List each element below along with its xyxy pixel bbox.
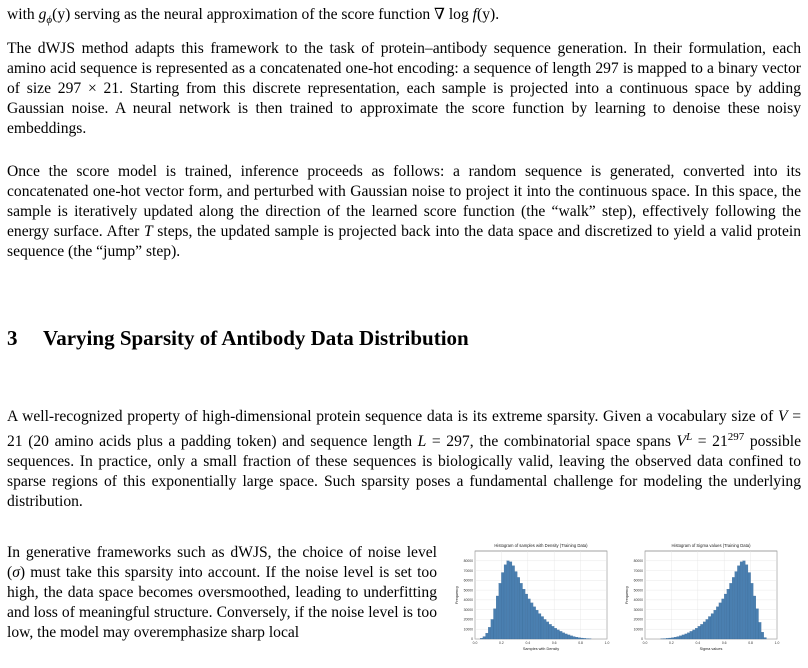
histogram-bar	[677, 637, 680, 639]
histogram-bar	[581, 638, 584, 639]
histogram-bar	[554, 628, 557, 639]
y-axis-label: Frequency	[455, 586, 459, 604]
y-tick-label: 10000	[464, 627, 474, 631]
y-tick-label: 50000	[634, 588, 644, 592]
histogram-bar	[722, 599, 725, 639]
y-tick-label: 60000	[464, 579, 474, 583]
paragraph-dwjs-method: The dWJS method adapts this framework to the task of protein–antibody sequence generation. In their formulation, each amino acid sequence is represented as a concatenated one-hot encoding: a sequence of length 297 is mapped to a binary vector of size 297 × 21. Starting from this discrete representation, each sample is projected into a continuous space by adding Gaussian noise. A neural network is then trained to approximate the score function by learning to denoise these noisy embeddings.	[7, 39, 801, 139]
histogram-bar	[729, 583, 732, 639]
histogram-density-chart	[453, 541, 613, 663]
y-axis-label: Frequency	[625, 586, 629, 604]
paragraph-inference: Once the score model is trained, inference proceeds as follows: a random sequence is generated, converted into its concatenated one-hot vector form, and perturbed with Gaussian noise to project it into the continuous space. In this space, the sample is iteratively updated along the direction of the learned score function (the “walk” step), effectively following the energy surface. After T steps, the updated sample is projected back into the data space and discretized to yield a valid protein sequence (the “jump” step).	[7, 162, 801, 262]
x-tick-label: 0.0	[643, 641, 648, 645]
histogram-bar	[690, 631, 693, 639]
histogram-bar	[751, 583, 754, 639]
histogram-bar	[567, 635, 570, 639]
x-axis-label: Samples with Density	[523, 647, 559, 651]
histogram-bar	[703, 622, 706, 639]
x-tick-label: 0.2	[499, 641, 504, 645]
histogram-bar	[520, 583, 523, 639]
y-tick-label: 40000	[634, 598, 644, 602]
histogram-bar	[562, 633, 565, 639]
paragraph-sparsity: A well-recognized property of high-dimensional protein sequence data is its extreme sparsity. Given a vocabulary size of V = 21 (20 amino acids plus a padding token) and sequence length L = 297, the combinatorial space spans $V^L = 21^{297}$ possible sequences. In practice, only a small fraction of these sequences is biologically valid, leaving the observed data confined to sparse regions of this exponentially large space. Such sparsity poses a fundamental challenge for modeling the underlying distribution.	[7, 407, 801, 512]
histogram-bar	[557, 630, 560, 639]
y-tick-label: 70000	[464, 569, 474, 573]
histogram-bar	[544, 619, 547, 639]
histogram-bar	[732, 577, 735, 639]
histogram-bar	[685, 634, 688, 639]
histogram-bar	[666, 638, 669, 639]
histogram-bar	[743, 561, 746, 639]
histogram-bar	[714, 610, 717, 639]
y-tick-label: 80000	[464, 559, 474, 563]
histogram-bar	[517, 577, 520, 639]
histogram-bar	[716, 607, 719, 639]
histogram-bar	[523, 589, 526, 639]
histogram-bar	[706, 619, 709, 639]
histogram-bar	[724, 594, 727, 639]
histogram-bar	[552, 626, 555, 639]
histogram-bar	[525, 594, 528, 639]
y-tick-label: 30000	[464, 608, 474, 612]
histogram-bar	[501, 573, 504, 639]
histogram-bar	[711, 614, 714, 639]
histogram-bar	[499, 583, 502, 639]
x-tick-label: 0.8	[578, 641, 583, 645]
histogram-bar	[719, 603, 722, 639]
histogram-density-figure	[453, 541, 613, 668]
histogram-bar	[700, 624, 703, 639]
y-tick-label: 40000	[464, 598, 474, 602]
histogram-bar	[509, 562, 512, 639]
y-tick-label: 20000	[634, 618, 644, 622]
y-tick-label: 70000	[634, 569, 644, 573]
histogram-bar	[674, 637, 677, 639]
histogram-bar	[756, 609, 759, 639]
histogram-bar	[708, 617, 711, 639]
histogram-bar	[687, 633, 690, 639]
histogram-bar	[515, 572, 518, 639]
histogram-bar	[541, 617, 544, 639]
histogram-bar	[538, 614, 541, 639]
y-tick-label: 80000	[634, 559, 644, 563]
y-tick-label: 60000	[634, 579, 644, 583]
histogram-bar	[512, 566, 515, 639]
histogram-bar	[727, 589, 730, 639]
histogram-bar	[759, 622, 762, 639]
x-tick-label: 0.0	[473, 641, 478, 645]
histogram-bar	[745, 565, 748, 639]
x-axis-label: Sigma values	[700, 647, 723, 651]
histogram-bar	[583, 638, 586, 639]
histogram-bar	[737, 566, 740, 639]
histogram-bar	[764, 638, 767, 639]
histogram-bar	[496, 596, 499, 639]
histogram-bar	[575, 637, 578, 639]
histogram-bar	[682, 635, 685, 639]
histogram-bar	[761, 632, 764, 639]
histogram-bar	[546, 622, 549, 639]
y-tick-label: 0	[471, 637, 473, 641]
x-tick-label: 0.4	[695, 641, 700, 645]
y-tick-label: 20000	[464, 618, 474, 622]
histogram-bar	[504, 565, 507, 639]
chart-title: Histogram of samples with Density (Training Data)	[494, 543, 588, 548]
histogram-bar	[573, 637, 576, 639]
x-tick-label: 0.6	[552, 641, 557, 645]
histogram-bar	[559, 631, 562, 639]
histogram-bar	[536, 610, 539, 639]
histogram-bar	[693, 630, 696, 639]
x-tick-label: 0.6	[722, 641, 727, 645]
histogram-bar	[753, 596, 756, 639]
y-tick-label: 50000	[464, 588, 474, 592]
chart-title: Histogram of Sigma values (Training Data)	[672, 543, 752, 548]
histogram-bar	[679, 636, 682, 639]
histogram-bar	[735, 572, 738, 639]
paragraph-noise-level: In generative frameworks such as dWJS, the choice of noise level (σ) must take this sparsity into account. If the noise level is set too high, the data space becomes oversmoothed, leading to underfitting and loss of meaningful structure. Conversely, if the noise level is too low, the model may overemphasize sharp local	[7, 543, 437, 643]
histogram-sigma-chart	[623, 541, 783, 663]
x-tick-label: 1.0	[605, 641, 610, 645]
x-tick-label: 0.2	[669, 641, 674, 645]
histogram-bar	[480, 638, 483, 639]
y-tick-label: 10000	[634, 627, 644, 631]
y-tick-label: 30000	[634, 608, 644, 612]
histogram-bar	[486, 633, 489, 639]
histogram-bar	[533, 607, 536, 639]
y-tick-label: 0	[641, 637, 643, 641]
histogram-bar	[483, 637, 486, 639]
x-tick-label: 0.8	[748, 641, 753, 645]
histogram-bar	[669, 638, 672, 639]
histogram-bar	[740, 562, 743, 639]
histogram-bar	[578, 638, 581, 639]
histogram-bar	[695, 628, 698, 639]
histogram-bar	[488, 627, 491, 639]
histogram-bar	[530, 603, 533, 639]
histogram-bar	[507, 561, 510, 639]
histogram-bar	[565, 634, 568, 639]
histogram-bar	[493, 609, 496, 639]
histogram-bar	[549, 624, 552, 639]
paragraph-score-approximation: with $g_\phi(y)$ serving as the neural approximation of the score function ∇ log f(y).	[7, 5, 801, 30]
section-heading: 3 Varying Sparsity of Antibody Data Distribution	[7, 325, 469, 351]
histogram-bar	[671, 638, 674, 639]
histogram-bar	[491, 619, 494, 639]
x-tick-label: 0.4	[525, 641, 530, 645]
histogram-bar	[698, 626, 701, 639]
histogram-bar	[570, 636, 573, 639]
histogram-sigma-figure	[623, 541, 783, 668]
x-tick-label: 1.0	[775, 641, 780, 645]
histogram-bar	[748, 573, 751, 639]
histogram-bar	[528, 599, 531, 639]
